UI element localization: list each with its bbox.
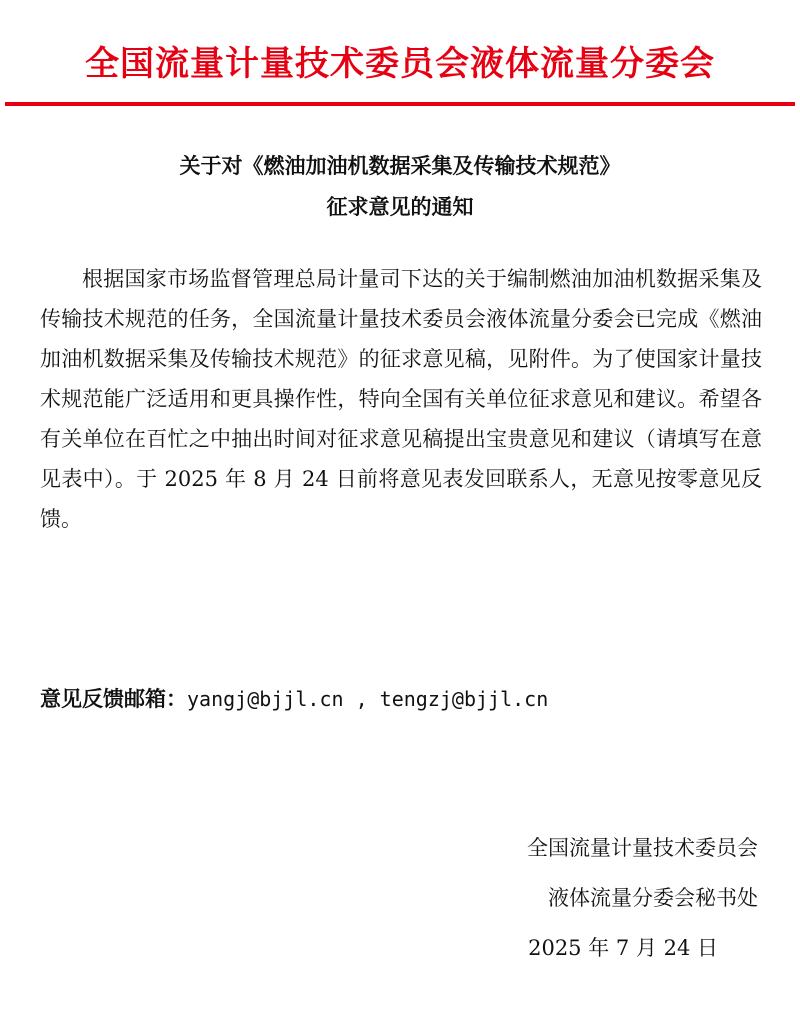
feedback-email-label: 意见反馈邮箱： [40,687,187,711]
feedback-email-line [40,682,762,716]
notice-title-line-1: 关于对《燃油加油机数据采集及传输技术规范》 [179,154,621,178]
feedback-email-addresses: yangj@bjjl.cn , tengzj@bjjl.cn [187,687,549,711]
signature-date: 2025 年 7 月 24 日 [528,936,718,960]
letterhead-red-rule [5,102,795,106]
signature-org-line-1: 全国流量计量技术委员会 [527,836,758,860]
notice-title-line-2: 征求意见的通知 [326,195,474,219]
signature-org-line-2: 液体流量分委会秘书处 [548,886,758,910]
letterhead-title: 全国流量计量技术委员会液体流量分委会 [85,44,715,84]
notice-body-paragraph: 根据国家市场监督管理总局计量司下达的关于编制燃油加油机数据采集及传输技术规范的任务，全国流量计量技术委员会液体流量分委会已完成《燃油加油机数据采集及传输技术规范》的征求意见稿，见附件。为了使国家计量技术规范能广泛适用和更具操作性，特向全国有关单位征求意见和建议。希望各有关单位在百忙之中抽出时间对征求意见稿提出宝贵意见和建议（请填写在意见表中）。于 2025 年 8 月 24 日前将意见表发回联系人，无意见按零意见反馈。 [40,267,762,531]
